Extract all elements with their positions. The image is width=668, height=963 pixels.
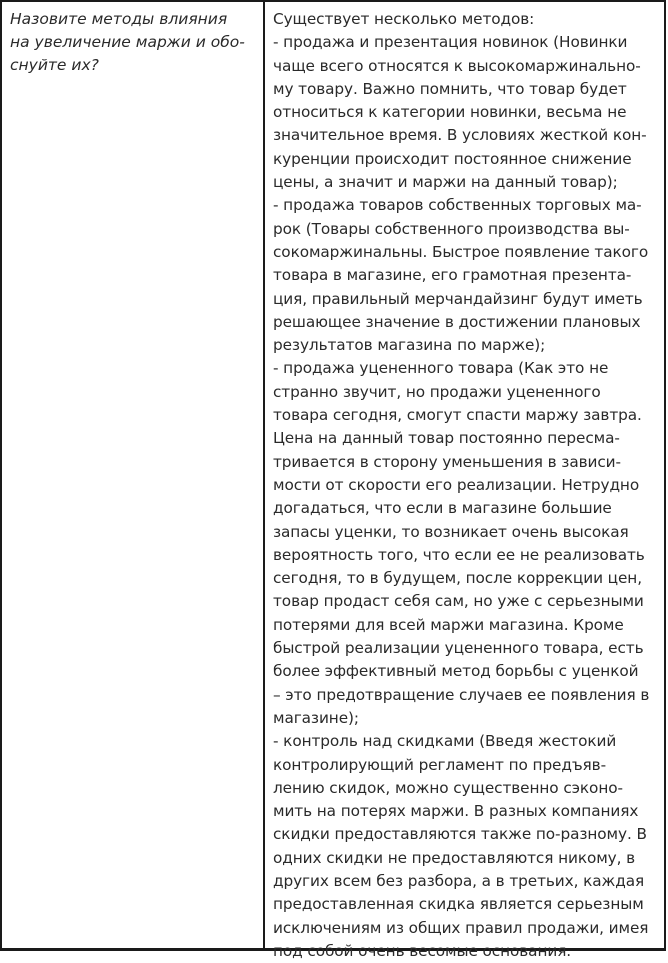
answer-line: решающее значение в достижении плановых xyxy=(273,312,641,331)
answer-line: - продажа товаров собственных торговых ма- xyxy=(273,196,642,215)
answer-line: рок (Товары собственного производства вы- xyxy=(273,219,630,238)
answer-line: сегодня, то в будущем, после коррекции цен, xyxy=(273,569,642,588)
answer-line: Существует несколько методов: xyxy=(273,10,535,28)
answer-line: Цена на данный товар постоянно пересма- xyxy=(273,429,620,448)
answer-line: значительное время. В условиях жесткой кон- xyxy=(273,126,647,145)
answer-line: предоставленная скидка является серьезным xyxy=(273,895,644,914)
answer-line: контролирующий регламент по предъяв- xyxy=(273,755,606,774)
answer-line: товара сегодня, смогут спасти маржу завтра. xyxy=(273,406,642,425)
question-line: снуйте их? xyxy=(10,56,99,75)
answer-line: - продажа и презентация новинок (Новинки xyxy=(273,33,628,52)
answer-line: - продажа уцененного товара (Как это не xyxy=(273,359,609,378)
answer-line: тривается в сторону уменьшения в зависи- xyxy=(273,452,621,471)
answer-line: куренции происходит постоянное снижение xyxy=(273,149,632,168)
answer-line: результатов магазина по марже); xyxy=(273,336,546,355)
answer-line: одних скидки не предоставляются никому, в xyxy=(273,848,636,867)
answer-line: под собой очень весомые основания. xyxy=(273,941,572,960)
answer-line: мить на потерях маржи. В разных компаниях xyxy=(273,802,639,821)
question-line: Назовите методы влияния xyxy=(10,10,228,28)
answer-line: ция, правильный мерчандайзинг будут иметь xyxy=(273,289,643,308)
answer-cell xyxy=(265,2,664,960)
answer-line: лению скидок, можно существенно сэконо- xyxy=(273,778,623,797)
question-line: на увеличение маржи и обо- xyxy=(10,33,245,52)
answer-line: магазине); xyxy=(273,708,359,727)
answer-line: других всем без разбора, а в третьих, каждая xyxy=(273,871,645,890)
answer-line: – это предотвращение случаев ее появления в xyxy=(273,685,650,704)
answer-line: потерями для всей маржи магазина. Кроме xyxy=(273,615,624,634)
answer-line: запасы уценки, то возникает очень высокая xyxy=(273,522,629,541)
answer-line: относиться к категории новинки, весьма не xyxy=(273,103,627,122)
answer-line: товара в магазине, его грамотная презента- xyxy=(273,266,632,285)
answer-line: му товару. Важно помнить, что товар будет xyxy=(273,79,627,98)
answer-line: сокомаржинальны. Быстрое появление такого xyxy=(273,242,649,261)
answer-line: цены, а значит и маржи на данный товар); xyxy=(273,173,618,192)
question-cell xyxy=(2,2,265,948)
answer-line: чаще всего относятся к высокомаржинально- xyxy=(273,56,641,75)
answer-line: странно звучит, но продажи уцененного xyxy=(273,382,601,401)
answer-line: исключениям из общих правил продажи, имея xyxy=(273,918,649,937)
answer-line: - контроль над скидками (Введя жестокий xyxy=(273,732,617,751)
answer-line: вероятность того, что если ее не реализовать xyxy=(273,545,645,564)
answer-line: товар продаст себя сам, но уже с серьезными xyxy=(273,592,644,611)
answer-line: быстрой реализации уцененного товара, есть xyxy=(273,639,644,658)
answer-line: догадаться, что если в магазине большие xyxy=(273,499,612,518)
answer-line: мости от скорости его реализации. Нетрудно xyxy=(273,475,640,494)
answer-line: более эффективный метод борьбы с уценкой xyxy=(273,662,639,681)
answer-line: скидки предоставляются также по-разному. В xyxy=(273,825,647,844)
